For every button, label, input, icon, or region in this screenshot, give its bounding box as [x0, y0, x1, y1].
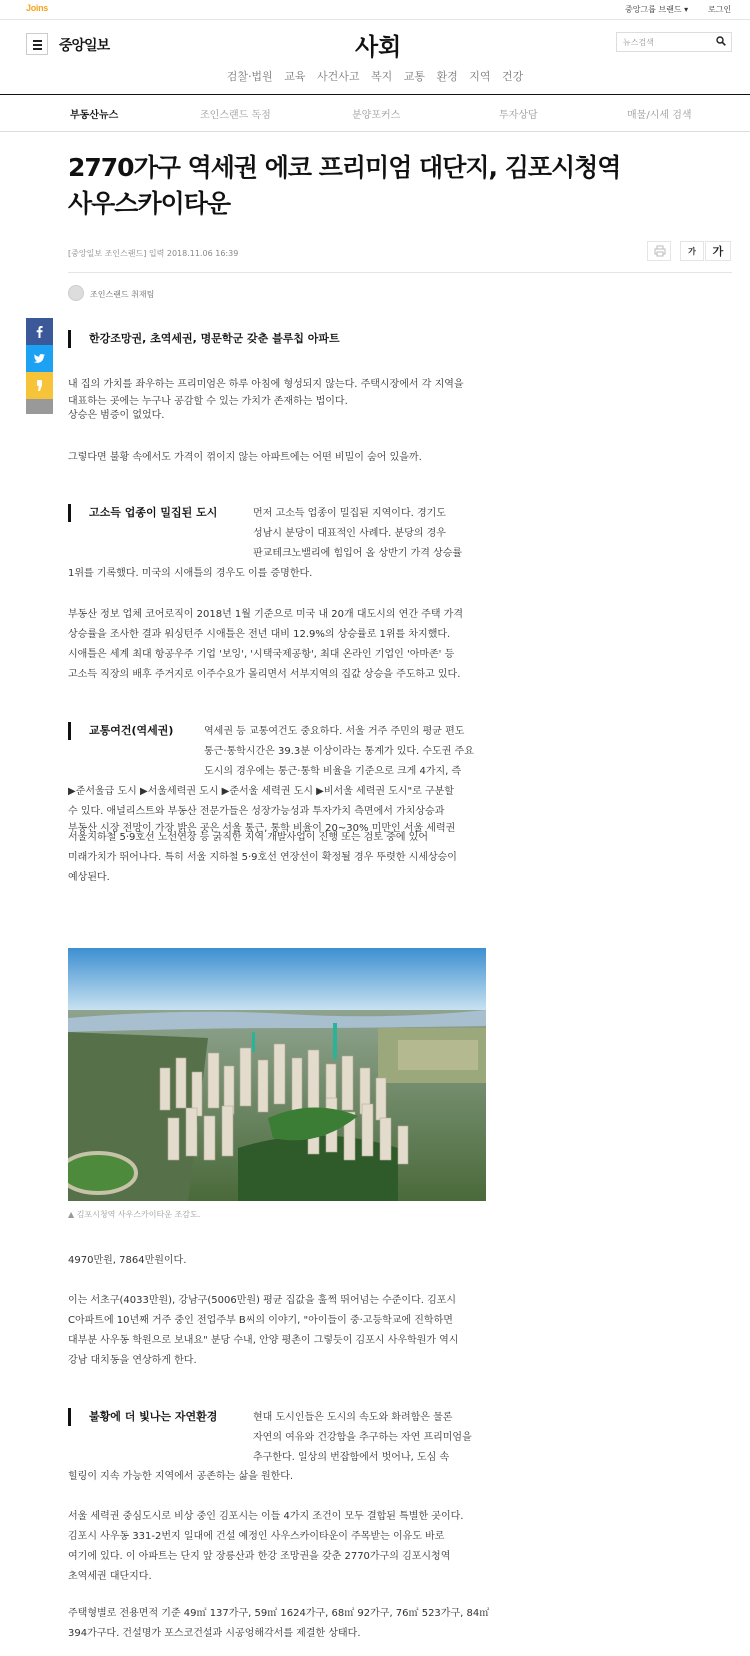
text-line: 부동산 정보 업체 코어로직이 2018년 1월 기준으로 미국 내 20개 대도시의 연간 주택 가격: [68, 609, 463, 620]
photo-caption: ▲ 김포시청역 사우스카이타운 조감도.: [68, 1210, 201, 1219]
facebook-icon: [33, 325, 46, 338]
text-line: 자연의 여유와 건강함을 추구하는 자연 프리미엄을: [253, 1432, 472, 1443]
subnav-item[interactable]: 지역: [469, 70, 491, 83]
text-line: 이는 서초구(4033만원), 강남구(5006만원) 평균 집값을 훌쩍 뛰어넘는 수준이다. 김포시: [68, 1295, 457, 1306]
text-line: 시애틀은 세계 최대 항공우주 기업 '보잉', '시택국제공항', 최대 온라인 기업인 '아마존' 등: [68, 649, 455, 660]
text-line: 서울지하철 5·9호선 노선연장 등 굵직한 지역 개발사업이 진행 또는 검토 중에 있어: [68, 832, 428, 843]
text-line: 수 있다. 애널리스트와 부동산 전문가들은 성장가능성과 투자가치 측면에서 가치상승과: [68, 806, 445, 817]
article-photo[interactable]: [68, 948, 486, 1201]
text-line: 고소득 직장의 배후 주거지로 이주수요가 몰리면서 서부지역의 집값 상승을 주도하고 있다.: [68, 669, 461, 680]
search-placeholder: 뉴스검색: [623, 38, 654, 47]
text-line: 주택형별로 전용면적 기준 49㎡ 137가구, 59㎡ 1624가구, 68㎡ 92가구, 76㎡ 523가구, 84㎡: [68, 1608, 490, 1619]
reporter-name[interactable]: 조인스랜드 취재팀: [90, 290, 155, 299]
group-brand-dropdown[interactable]: 중앙그룹 브랜드 ▾: [625, 5, 689, 14]
paragraph: [68, 828, 457, 888]
facebook-share-button[interactable]: [26, 318, 53, 345]
tab-listing-search[interactable]: 매물/시세 검색: [627, 110, 692, 121]
title-line: 사우스카이타운: [68, 189, 231, 218]
text-line: ▶준서울급 도시 ▶서울세력권 도시 ▶준서울 세력권 도시 ▶비서울 세력권 도시"로 구분할: [68, 786, 454, 797]
paragraph: [68, 448, 422, 468]
subnav-item[interactable]: 사건사고: [316, 70, 360, 83]
paragraph: [68, 605, 463, 685]
search-icon[interactable]: [716, 36, 726, 46]
text-line: 4970만원, 7864만원이다.: [68, 1255, 187, 1266]
text-line: C아파트에 10년째 거주 중인 전업주부 B씨의 이야기, "아이들이 중·고등학교에 진학하면: [68, 1315, 453, 1326]
text-line: 현대 도시인들은 도시의 속도와 화려함은 물론: [253, 1412, 453, 1423]
paragraph: [253, 504, 462, 564]
text-line: 부동산 시장 전망이 가장 밝은 곳은 서울 통근, 통학 비율이 20~30% 미만인 서울 세력권: [68, 823, 456, 834]
text-line: 강남 대치동을 연상하게 한다.: [68, 1355, 197, 1366]
joins-logo[interactable]: Joins: [26, 3, 49, 13]
text-line: 내 집의 가치를 좌우하는 프리미엄은 하루 아침에 형성되지 않는다. 주택시장에서 각 지역을: [68, 379, 464, 390]
article-meta: [중앙일보 조인스랜드] 입력 2018.11.06 16:39: [68, 249, 239, 258]
category-bar: [0, 95, 750, 132]
divider: [68, 272, 732, 273]
text-line: 상승은 범증이 없었다.: [68, 410, 165, 421]
paragraph: [68, 375, 464, 423]
text-line: 추구한다. 일상의 번잡함에서 벗어나, 도심 속: [253, 1452, 450, 1463]
menu-button[interactable]: [26, 33, 48, 55]
text-line: 역세권 등 교통여건도 중요하다. 서울 거주 주민의 평균 편도: [204, 726, 465, 737]
search-input[interactable]: [616, 32, 732, 52]
subheading: 고소득 업종이 밀집된 도시: [68, 504, 217, 522]
text-line: 그렇다면 불황 속에서도 가격이 꺾이지 않는 아파트에는 어떤 비밀이 숨어 있을까.: [68, 452, 422, 463]
more-share-button[interactable]: [26, 399, 53, 414]
text-line: 상승률을 조사한 결과 워싱턴주 시애틀은 전년 대비 12.9%의 상승률로 1위를 차지했다.: [68, 629, 451, 640]
text-line: 예상된다.: [68, 872, 110, 883]
section-subnav: [0, 68, 750, 84]
subheading: 교통여건(역세권): [68, 722, 173, 740]
subheading: 한강조망권, 초역세권, 명문학군 갖춘 블루칩 아파트: [68, 330, 340, 348]
paragraph: [68, 564, 312, 584]
site-header: [0, 20, 750, 95]
tab-investment-consult[interactable]: 투자상담: [499, 110, 538, 121]
subnav-item[interactable]: 교육: [284, 70, 306, 83]
aerial-rendering-image: [68, 948, 486, 1201]
top-bar: [0, 0, 750, 20]
print-icon: [654, 245, 666, 257]
subnav-item[interactable]: 환경: [436, 70, 458, 83]
login-link[interactable]: 로그인: [708, 5, 732, 14]
tab-presale-focus[interactable]: 분양포커스: [352, 110, 401, 121]
subnav-item[interactable]: 검찰·법원: [226, 70, 273, 83]
brand-logo[interactable]: 중앙일보: [59, 38, 110, 54]
subnav-item[interactable]: 복지: [370, 70, 393, 83]
text-line: 1위를 기록했다. 미국의 시애틀의 경우도 이를 증명한다.: [68, 568, 313, 579]
quote-icon: [33, 379, 46, 392]
font-decrease-button[interactable]: 가: [680, 241, 704, 261]
text-line: 통근·통학시간은 39.3분 이상이라는 통계가 있다. 수도권 주요: [204, 746, 474, 757]
text-line: 미래가치가 뛰어나다. 특히 서울 지하철 5·9호선 연장선이 확정될 경우 뚜렷한 시세상승이: [68, 852, 457, 863]
reporter-avatar: [68, 285, 84, 301]
paragraph: [68, 1507, 463, 1587]
section-title[interactable]: 사회: [355, 32, 402, 61]
tab-realestate-news[interactable]: 부동산뉴스: [70, 110, 119, 121]
subheading: 불황에 더 빛나는 자연환경: [68, 1408, 217, 1426]
text-line: 판교테크노밸리에 힘입어 올 상반기 가격 상승률: [253, 548, 463, 559]
text-line: 여기에 있다. 이 아파트는 단지 앞 장릉산과 한강 조망권을 갖춘 2770가구의 김포시청역: [68, 1551, 451, 1562]
twitter-icon: [33, 352, 46, 365]
paragraph: [68, 1291, 459, 1371]
twitter-share-button[interactable]: [26, 345, 53, 372]
text-line: 김포시 사우동 331-2번지 일대에 건설 예정인 사우스카이타운이 주목받는 이유도 바로: [68, 1531, 445, 1542]
text-line: 대표하는 곳에는 누구나 공감할 수 있는 가치가 존재하는 법이다.: [68, 396, 348, 407]
text-line: 먼저 고소득 업종이 밀집된 지역이다. 경기도: [253, 508, 446, 519]
paragraph: [68, 1604, 489, 1644]
paragraph: [68, 1467, 293, 1487]
kakao-share-button[interactable]: [26, 372, 53, 399]
text-line: 대부분 사우동 학원으로 보내요" 분당 수내, 안양 평촌이 그렇듯이 김포시 사우학원가 역시: [68, 1335, 459, 1346]
text-line: 394가구다. 건설명가 포스코건설과 시공엉해각서를 제결한 상태다.: [68, 1628, 361, 1639]
font-increase-button[interactable]: 가: [705, 241, 731, 261]
paragraph: [204, 722, 474, 782]
text-line: 힐링이 지속 가능한 지역에서 공존하는 삶을 원한다.: [68, 1471, 294, 1482]
text-line: 도시의 경우에는 통근·통학 비율을 기준으로 크게 4가지, 즉: [204, 766, 462, 777]
text-line: 서울 세력권 중심도시로 비상 중인 김포시는 이들 4가지 조건이 모두 결합된 특별한 곳이다.: [68, 1511, 464, 1522]
text-line: 성남시 분당이 대표적인 사례다. 분당의 경우: [253, 528, 446, 539]
text-line: 초역세권 대단지다.: [68, 1571, 152, 1582]
article-title: [68, 150, 668, 222]
paragraph: [68, 1251, 186, 1271]
subnav-item[interactable]: 건강: [502, 70, 524, 83]
subnav-item[interactable]: 교통: [403, 70, 426, 83]
title-line: 2770가구 역세권 에코 프리미엄 대단지, 김포시청역: [68, 153, 621, 182]
tab-joinsland-exclusive[interactable]: 조인스랜드 독점: [200, 110, 271, 121]
paragraph: [253, 1408, 472, 1468]
print-button[interactable]: [647, 241, 671, 261]
